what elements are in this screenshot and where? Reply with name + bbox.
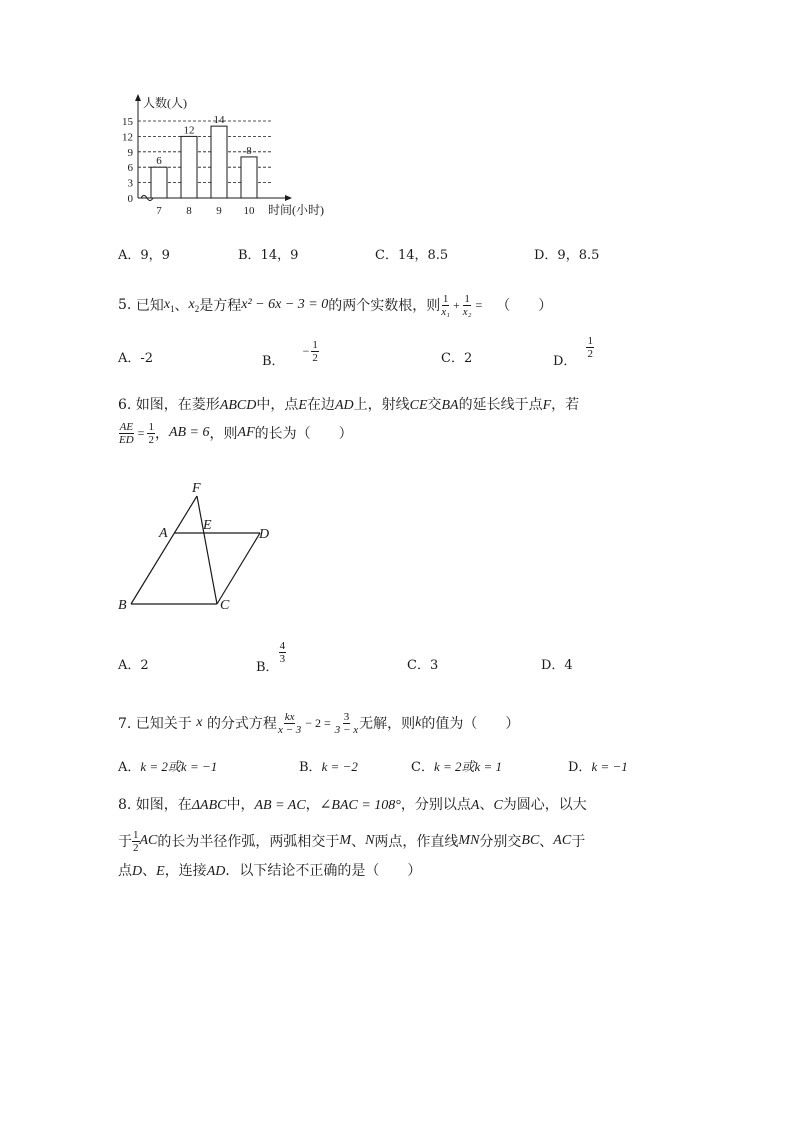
q8-half-frac: $\frac{1}{2}$ — [133, 828, 139, 854]
q7-option-a-label: A． — [118, 760, 141, 775]
bar-7 — [151, 167, 167, 198]
x-axis-arrow — [285, 195, 292, 201]
q5-option-d[interactable] — [553, 335, 594, 370]
q6-stem-line-1 — [118, 394, 579, 414]
q7-text-2: 的分式方程 — [206, 716, 277, 732]
q8-n: N — [365, 833, 375, 848]
label-e: E — [203, 518, 212, 533]
x-tick-label: 8 — [186, 205, 192, 217]
data-label: 8 — [246, 144, 252, 157]
q6-eq: = — [137, 425, 145, 440]
q8-text-10: 于 — [571, 834, 586, 850]
q8-mn: MN — [458, 833, 480, 848]
q8-text-4: ，分别以点 — [400, 797, 471, 813]
bar-9 — [211, 126, 227, 198]
q5-equals: = — [475, 297, 483, 312]
q8-text-7: 的长为半径作弧，两弧相交于 — [157, 834, 340, 850]
q8-a: A — [470, 798, 480, 813]
q8-stem-line-3 — [118, 860, 421, 880]
q8-text-8: 两点，作直线 — [374, 834, 459, 850]
x-tick-label: 10 — [243, 205, 255, 217]
q4-option-b-label: B．14，9 — [238, 248, 299, 263]
q4-option-a[interactable] — [118, 244, 170, 263]
q8-triangle: ΔABC — [191, 798, 227, 813]
q7-text-4: 的值为（ ） — [421, 716, 520, 732]
q7-option-c-expr: k = 2或k = 1 — [433, 759, 503, 774]
q7-frac-2: $\frac{3}{3 - x}$ — [334, 710, 359, 736]
q5-option-a[interactable] — [118, 347, 153, 366]
q6-text-6: 的延长线于点 — [458, 397, 543, 413]
x-tick-label: 9 — [216, 205, 222, 217]
y-tick-label: 15 — [122, 116, 133, 128]
data-label: 6 — [156, 155, 162, 168]
q8-text-3: ， — [305, 797, 320, 813]
q6-af: AF — [237, 425, 255, 440]
q8-text-6: 于 — [118, 834, 132, 850]
q5-option-b[interactable] — [262, 338, 319, 370]
q5-text-2: 是方程 — [199, 298, 242, 314]
q8-bc: BC — [521, 833, 540, 848]
q6-text-5: 交 — [427, 397, 442, 413]
q5-option-c[interactable] — [441, 347, 472, 366]
q5-x1: $x_1$ — [163, 296, 175, 314]
q6-option-a-label: A．2 — [118, 658, 149, 673]
q8-stem-line-2 — [118, 826, 585, 856]
q6-text-2: 中，点 — [256, 397, 299, 413]
q6-option-d-label: D．4 — [541, 658, 573, 673]
q6-option-c[interactable] — [407, 654, 438, 673]
data-label: 14 — [213, 114, 225, 127]
segment-ab-extended — [131, 496, 197, 604]
q5-x2: $x_2$ — [188, 296, 200, 314]
label-c: C — [220, 598, 230, 613]
q7-option-a[interactable] — [118, 756, 217, 775]
q6-text-4: 上，射线 — [353, 397, 410, 413]
y-tick-label: 6 — [127, 162, 133, 175]
q5-option-a-label: A．-2 — [118, 351, 154, 366]
q5-plus: + — [452, 297, 460, 312]
q8-sep-4: 、 — [142, 863, 157, 879]
q4-option-c-label: C．14，8.5 — [375, 248, 449, 263]
q8-ad: AD — [206, 864, 226, 879]
y-tick-label: 3 — [127, 177, 133, 190]
q8-text-11: 点 — [118, 863, 132, 879]
q8-stem-line-1 — [118, 794, 587, 814]
q7-option-a-expr: k = 2或k = −1 — [140, 759, 218, 774]
q5-text-3: 的两个实数根，则 — [328, 298, 441, 314]
q6-ratio-frac: $\frac{AE}{ED}$ — [119, 420, 134, 446]
q5-option-d-label: D． — [553, 354, 577, 369]
q7-option-d-label: D． — [568, 760, 592, 775]
q8-sep-2: 、 — [351, 834, 366, 850]
q5-number: 5. — [118, 297, 132, 313]
q8-ac: AC — [139, 833, 158, 848]
q7-stem — [118, 706, 519, 740]
q8-text-9: 分别交 — [479, 834, 522, 850]
q6-ce: CE — [409, 398, 428, 413]
q6-text-9: ，则 — [209, 426, 238, 442]
label-a: A — [159, 526, 168, 541]
q7-option-b[interactable] — [299, 756, 358, 775]
q5-frac-2: $\frac{1}{\text{x₂}}$ — [462, 292, 472, 318]
q6-option-b[interactable] — [256, 641, 286, 675]
q6-option-d[interactable] — [541, 654, 573, 673]
q8-d: D — [132, 864, 143, 879]
q6-ba: BA — [441, 398, 459, 413]
q8-sep-3: 、 — [539, 834, 554, 850]
q5-option-b-label: B． — [262, 354, 285, 369]
q6-abcd: ABCD — [219, 398, 257, 413]
q5-sep: 、 — [174, 298, 189, 314]
q7-x: x — [196, 715, 203, 730]
x-tick-label: 7 — [156, 205, 162, 217]
q6-option-c-label: C．3 — [407, 658, 439, 673]
q6-option-a[interactable] — [118, 654, 149, 673]
q8-e: E — [156, 864, 165, 879]
q4-option-b[interactable] — [238, 244, 298, 263]
q7-option-d-expr: k = −1 — [591, 759, 628, 774]
q4-option-c[interactable] — [375, 244, 448, 263]
q6-option-b-label: B． — [256, 660, 279, 675]
q6-text-7: ，若 — [551, 397, 580, 413]
q8-ac-2: AC — [553, 833, 572, 848]
q8-m: M — [339, 833, 352, 848]
bar-10 — [241, 157, 257, 198]
q8-text-12: ，连接 — [164, 863, 207, 879]
q6-f: F — [542, 398, 552, 413]
x-axis-label: 时间(小时) — [268, 203, 324, 217]
y-axis-label: 人数(人) — [143, 96, 187, 110]
q6-half-frac: $\frac{1}{2}$ — [148, 420, 154, 446]
q7-k: k — [415, 715, 422, 730]
q5-paren: （ ） — [496, 298, 553, 314]
q4-option-d-label: D．9，8.5 — [534, 248, 600, 263]
q6-e: E — [298, 398, 307, 413]
q8-text-1: 8. 如图，在 — [118, 797, 192, 813]
q5-stem — [118, 290, 552, 320]
y-axis-arrow — [135, 94, 141, 101]
q8-text-2: 中， — [226, 797, 255, 813]
q5-option-b-minus: − — [302, 344, 310, 358]
q5-option-b-frac: $\frac{1}{2}$ — [312, 339, 318, 364]
label-d: D — [259, 527, 270, 542]
q8-text-13: ．以下结论不正确的是（ ） — [225, 863, 422, 879]
q4-option-d[interactable] — [534, 244, 599, 263]
label-f: F — [192, 481, 201, 496]
q6-text-1: 6. 如图，在菱形 — [118, 397, 220, 413]
q4-option-a-label: A．9，9 — [118, 248, 170, 263]
q5-text-1: 已知 — [135, 298, 164, 314]
y-tick-label: 12 — [122, 131, 133, 144]
q7-option-c[interactable] — [411, 756, 502, 775]
rhombus-figure — [115, 478, 285, 618]
q5-option-d-frac: $\frac{1}{2}$ — [587, 335, 593, 360]
q6-text-10: 的长为（ ） — [254, 426, 353, 442]
y-tick-label: 9 — [127, 146, 133, 159]
q5-equation: x² − 6x − 3 = 0 — [241, 297, 329, 312]
q7-option-c-label: C． — [411, 760, 434, 775]
segment-dc — [217, 533, 260, 604]
q8-text-5: 为圆心，以大 — [502, 797, 587, 813]
q8-angle: ∠BAC = 108° — [319, 798, 401, 813]
segment-cf — [197, 496, 217, 604]
q7-option-b-expr: k = −2 — [321, 759, 358, 774]
y-tick-label: 0 — [127, 193, 133, 205]
q5-frac-1: $\frac{1}{\text{x₁}}$ — [441, 292, 450, 318]
q8-ab-ac: AB = AC — [254, 798, 306, 813]
q8-sep-1: 、 — [479, 797, 494, 813]
q5-option-c-label: C．2 — [441, 351, 473, 366]
q7-option-d[interactable] — [568, 756, 628, 775]
q6-text-8: ， — [154, 426, 169, 442]
q6-ab-eq: AB = 6 — [168, 425, 210, 440]
label-b: B — [118, 598, 127, 613]
q8-c: C — [493, 798, 503, 813]
q7-frac-1: $\frac{kx}{x - 3}$ — [277, 710, 302, 736]
q6-option-b-frac: $\frac{4}{3}$ — [279, 640, 286, 665]
q6-text-3: 在边 — [306, 397, 335, 413]
q6-stem-line-2 — [118, 418, 353, 448]
q7-text-1: 7. 已知关于 — [118, 716, 192, 732]
q7-text-3: 无解，则 — [359, 716, 416, 732]
bar-8 — [181, 136, 197, 198]
data-label: 12 — [183, 124, 195, 137]
q7-option-b-label: B． — [299, 760, 322, 775]
q7-mid: − 2 = — [305, 715, 331, 730]
bar-chart — [110, 88, 350, 223]
q6-ad: AD — [334, 398, 354, 413]
